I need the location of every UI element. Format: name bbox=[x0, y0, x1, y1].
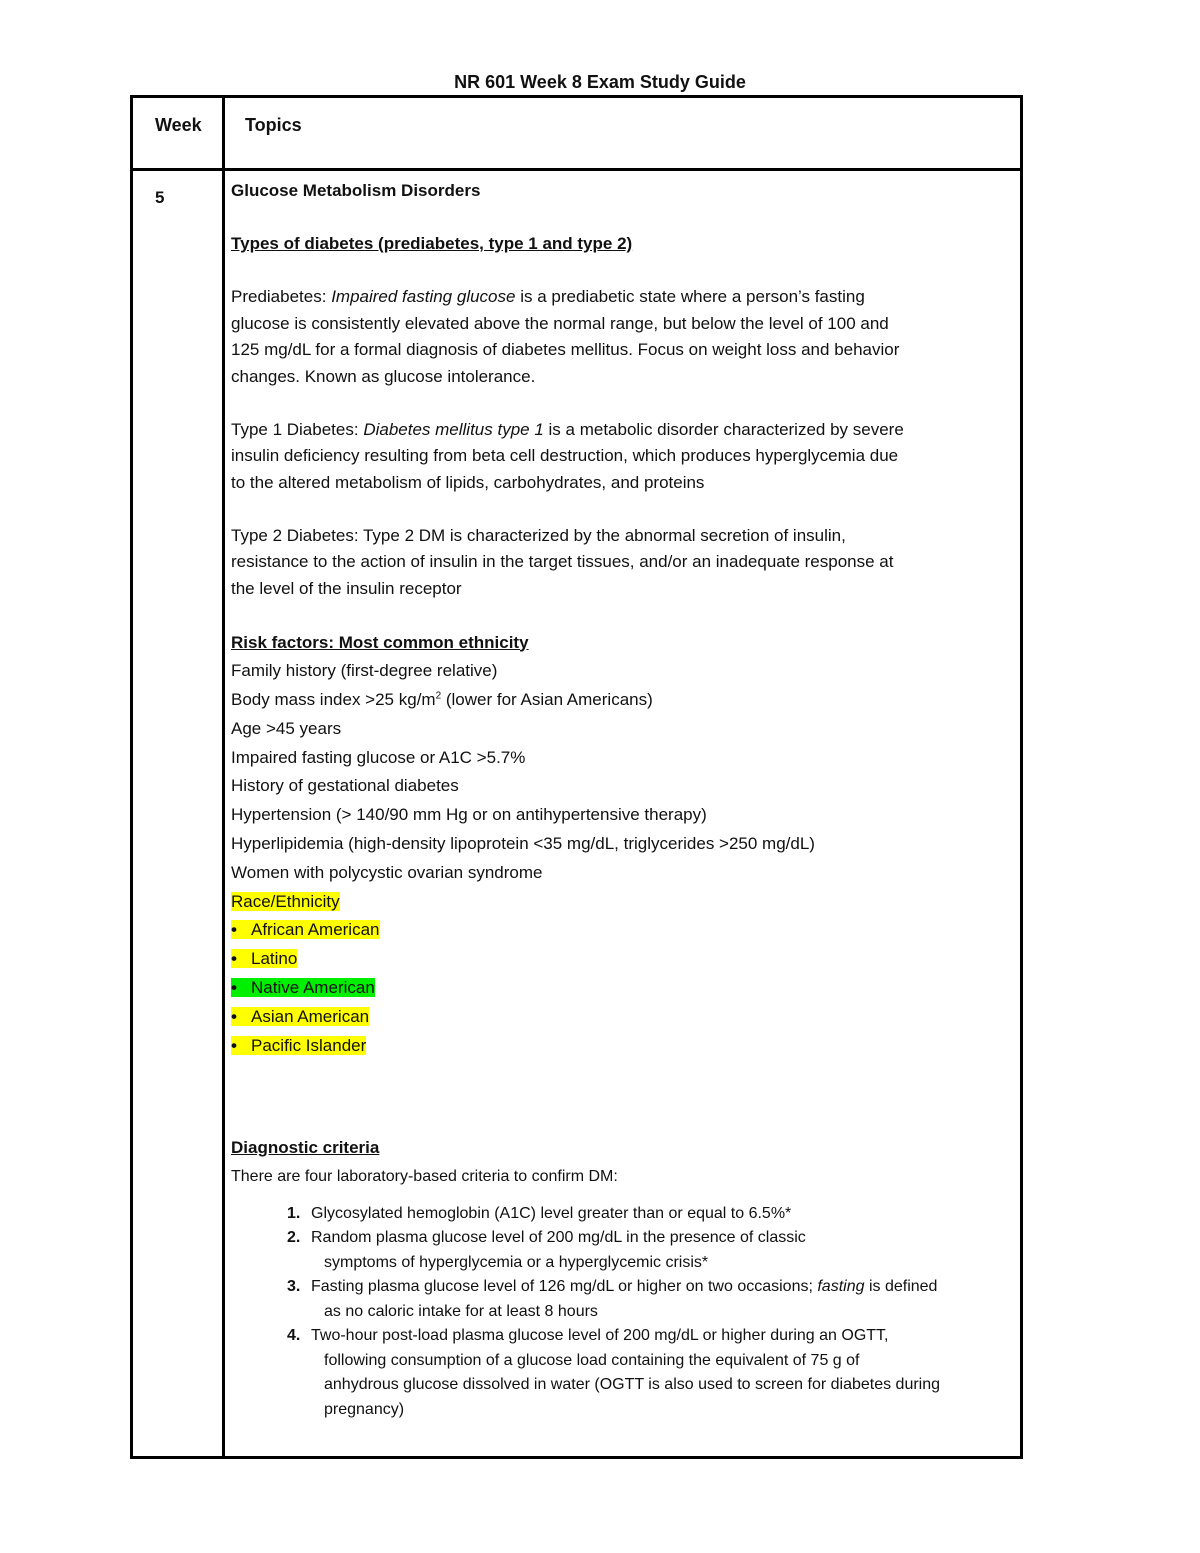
week-number: 5 bbox=[155, 188, 165, 207]
criterion-item: 3. Fasting plasma glucose level of 126 mg/dL or higher on two occasions; fasting is defined as no caloric intake for at least 8 hours bbox=[311, 1275, 1016, 1324]
type1-label: Type 1 Diabetes: bbox=[231, 419, 364, 439]
header-week: Week bbox=[155, 115, 202, 135]
ethnicity-item: • Pacific Islander bbox=[231, 1036, 366, 1055]
diagnostic-criteria-list bbox=[231, 1202, 1016, 1423]
type1-text: is a metabolic disorder characterized by severe bbox=[543, 419, 904, 439]
risk-factor: Hyperlipidemia (high-density lipoprotein <35 mg/dL, triglycerides >250 mg/dL) bbox=[231, 834, 815, 854]
bmi-superscript: 2 bbox=[435, 690, 442, 702]
diagnostic-heading: Diagnostic criteria bbox=[231, 1138, 380, 1158]
ethnicity-list bbox=[231, 916, 1016, 1060]
ethnicity-item: • Asian American bbox=[231, 1007, 369, 1026]
criterion-item: 2. Random plasma glucose level of 200 mg/dL in the presence of classic symptoms of hyperglycemia or a hyperglycemic crisis* bbox=[311, 1226, 1016, 1275]
criterion-number: 3. bbox=[287, 1278, 301, 1296]
bullet-icon: • bbox=[231, 978, 237, 998]
risk-factor: Hypertension (> 140/90 mm Hg or on antihypertensive therapy) bbox=[231, 805, 707, 825]
prediabetes-paragraph bbox=[231, 284, 1016, 390]
risk-factor: History of gestational diabetes bbox=[231, 776, 459, 796]
types-heading: Types of diabetes (prediabetes, type 1 and type 2) bbox=[231, 234, 633, 253]
type1-paragraph bbox=[231, 417, 1016, 497]
prediabetes-line: 125 mg/dL for a formal diagnosis of diabetes mellitus. Focus on weight loss and behavior bbox=[231, 340, 900, 359]
document-title: NR 601 Week 8 Exam Study Guide bbox=[454, 72, 746, 92]
topics-content bbox=[231, 178, 1016, 1422]
ethnicity-item: • African American bbox=[231, 920, 380, 939]
bullet-icon: • bbox=[231, 920, 237, 940]
criterion-number: 2. bbox=[287, 1229, 301, 1247]
bullet-icon: • bbox=[231, 1035, 237, 1055]
type1-term: Diabetes mellitus type 1 bbox=[363, 419, 544, 439]
ethnicity-item: • Native American bbox=[231, 978, 375, 997]
risk-factor bbox=[231, 686, 1016, 715]
prediabetes-line: changes. Known as glucose intolerance. bbox=[231, 366, 536, 386]
type2-paragraph bbox=[231, 523, 1016, 603]
section-title: Glucose Metabolism Disorders bbox=[231, 181, 481, 200]
type1-line: to the altered metabolism of lipids, carbohydrates, and proteins bbox=[231, 472, 705, 492]
bmi-text: Body mass index >25 kg/m bbox=[231, 690, 436, 710]
criterion-number: 4. bbox=[287, 1327, 301, 1345]
criterion-item: 4. Two-hour post-load plasma glucose level of 200 mg/dL or higher during an OGTT, following consumption of a glucose load containing the equivalent of 75 g of anhydrous glucose dissolved in water (OGTT is also used to screen for diabetes during pregnancy) bbox=[311, 1324, 1016, 1422]
bullet-icon: • bbox=[231, 949, 237, 969]
race-heading: Race/Ethnicity bbox=[231, 891, 340, 911]
risk-factor-list bbox=[231, 657, 1016, 887]
header-divider bbox=[133, 168, 1020, 171]
bullet-icon: • bbox=[231, 1006, 237, 1026]
type1-line: insulin deficiency resulting from beta cell destruction, which produces hyperglycemia due bbox=[231, 446, 899, 465]
header-topics: Topics bbox=[245, 115, 302, 135]
prediabetes-text: is a prediabetic state where a person’s fasting bbox=[515, 287, 865, 306]
ethnicity-item: • Latino bbox=[231, 949, 297, 968]
column-divider bbox=[222, 98, 225, 1456]
risk-factor: Impaired fasting glucose or A1C >5.7% bbox=[231, 747, 526, 767]
type2-line: the level of the insulin receptor bbox=[231, 578, 462, 598]
type2-line: resistance to the action of insulin in the target tissues, and/or an inadequate response at bbox=[231, 552, 894, 571]
type2-line: Type 2 Diabetes: Type 2 DM is characterized by the abnormal secretion of insulin, bbox=[231, 525, 846, 545]
risk-factor: Family history (first-degree relative) bbox=[231, 661, 498, 681]
bmi-suffix: (lower for Asian Americans) bbox=[441, 690, 653, 710]
diagnostic-intro: There are four laboratory-based criteria to confirm DM: bbox=[231, 1167, 618, 1185]
risk-factor: Women with polycystic ovarian syndrome bbox=[231, 862, 543, 882]
prediabetes-label: Prediabetes: bbox=[231, 287, 332, 306]
risk-factor: Age >45 years bbox=[231, 718, 342, 738]
criterion-number: 1. bbox=[287, 1204, 301, 1222]
prediabetes-line: glucose is consistently elevated above the normal range, but below the level of 100 and bbox=[231, 313, 889, 333]
prediabetes-term: Impaired fasting glucose bbox=[331, 287, 516, 306]
risk-heading: Risk factors: Most common ethnicity bbox=[231, 632, 529, 652]
criterion-item: 1. Glycosylated hemoglobin (A1C) level greater than or equal to 6.5%* bbox=[311, 1202, 1016, 1227]
